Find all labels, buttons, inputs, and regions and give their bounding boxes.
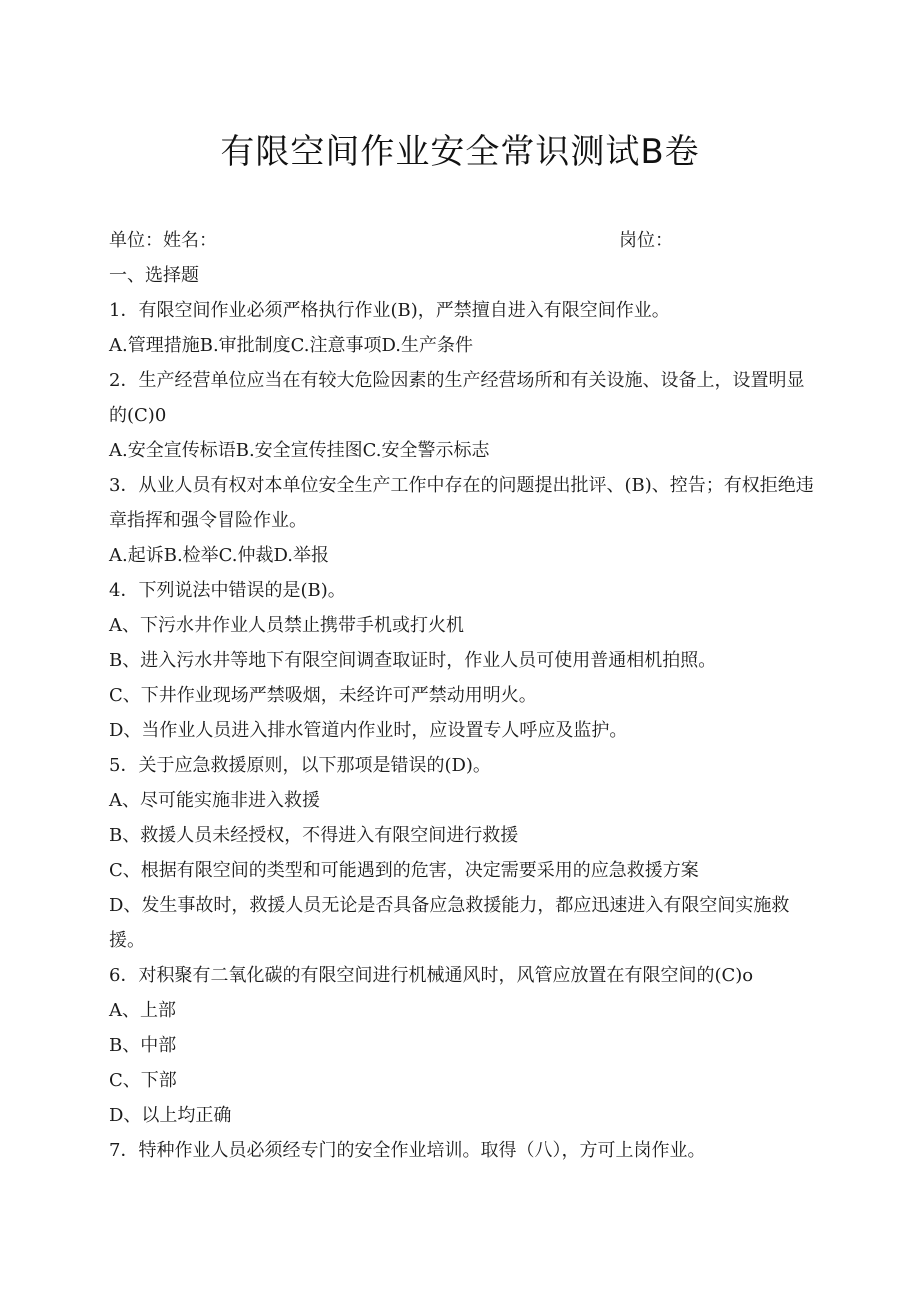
- document-title: 有限空间作业安全常识测试B卷: [220, 132, 700, 172]
- question-4-option-d: D、当作业人员进入排水管道内作业时，应设置专人呼应及监护。: [109, 720, 628, 741]
- question-5-option-d: D、发生事故时，救援人员无论是否具备应急救援能力，都应迅速进入有限空间实施救援。: [109, 895, 790, 951]
- question-6-option-c: C、下部: [109, 1070, 177, 1091]
- question-3: 3．从业人员有权对本单位安全生产工作中存在的问题提出批评、(B)、控告；有权拒绝违章指挥和强令冒险作业。: [109, 475, 814, 531]
- question-6: 6．对积聚有二氧化碳的有限空间进行机械通风时，风管应放置在有限空间的(C)o: [109, 965, 754, 986]
- question-5: 5．关于应急救援原则，以下那项是错误的(D)。: [109, 755, 491, 776]
- question-1-options: A.管理措施B.审批制度C.注意事项D.生产条件: [109, 335, 474, 356]
- question-4-option-b: B、进入污水井等地下有限空间调查取证时，作业人员可使用普通相机拍照。: [109, 650, 717, 671]
- question-2: 2．生产经营单位应当在有较大危险因素的生产经营场所和有关设施、设备上，设置明显的(C)0: [109, 370, 805, 426]
- section-heading: 一、选择题: [109, 265, 199, 286]
- question-5-option-b: B、救援人员未经授权，不得进入有限空间进行救援: [109, 825, 519, 846]
- question-3-options: A.起诉B.检举C.仲裁D.举报: [109, 545, 330, 566]
- question-7: 7．特种作业人员必须经专门的安全作业培训。取得（八），方可上岗作业。: [109, 1140, 706, 1161]
- question-6-option-b: B、中部: [109, 1035, 177, 1056]
- question-5-option-a: A、尽可能实施非进入救援: [109, 790, 320, 811]
- question-4: 4．下列说法中错误的是(B)。: [109, 580, 346, 601]
- info-row: [109, 223, 815, 258]
- document-body: [109, 223, 815, 1168]
- question-5-option-c: C、根据有限空间的类型和可能遇到的危害，决定需要采用的应急救援方案: [109, 860, 699, 881]
- post-field-label: 岗位：: [619, 230, 673, 251]
- question-1: 1．有限空间作业必须严格执行作业(B)，严禁擅自进入有限空间作业。: [109, 300, 670, 321]
- question-6-option-a: A、上部: [109, 1000, 176, 1021]
- unit-name-field-label: 单位：姓名：: [109, 230, 217, 251]
- question-4-option-c: C、下井作业现场严禁吸烟，未经许可严禁动用明火。: [109, 685, 537, 706]
- question-6-option-d: D、以上均正确: [109, 1105, 232, 1126]
- question-2-options: A.安全宣传标语B.安全宣传挂图C.安全警示标志: [109, 440, 490, 461]
- question-4-option-a: A、下污水井作业人员禁止携带手机或打火机: [109, 615, 464, 636]
